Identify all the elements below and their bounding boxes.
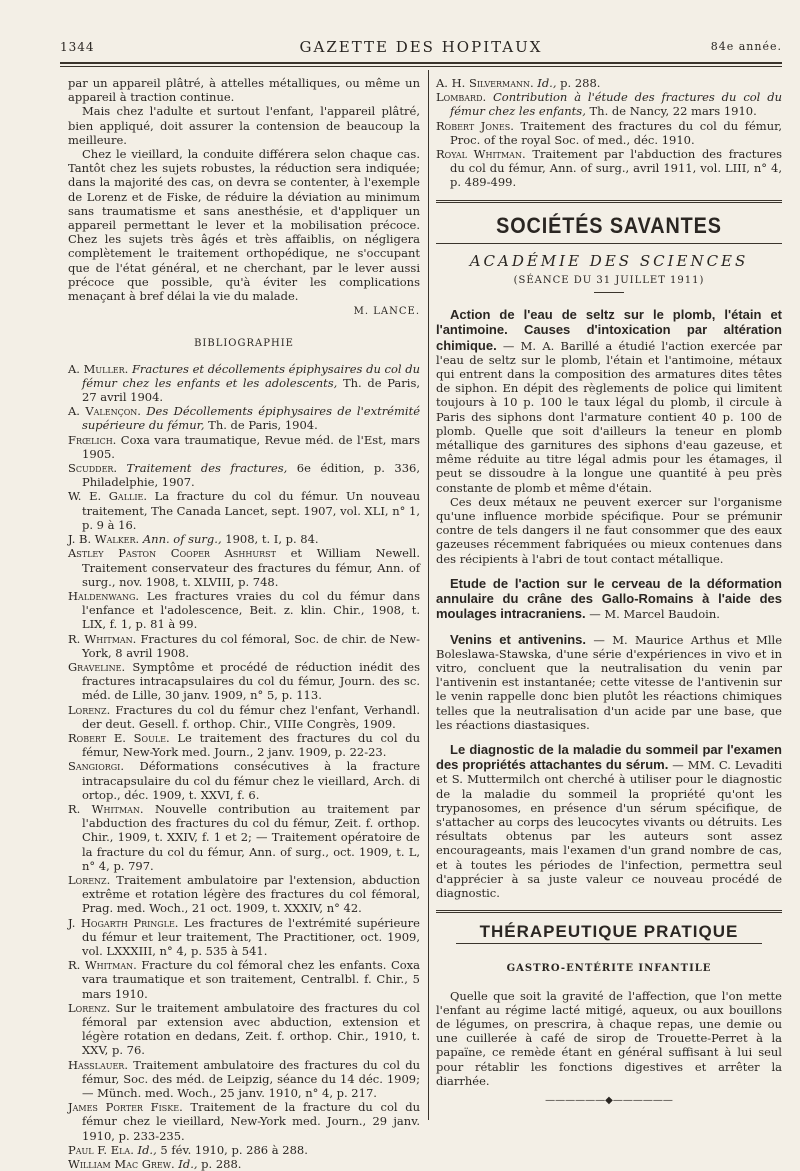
reference-details: Sur le traitement ambulatoire des fractures du col fémoral par extension avec abduction, extension et légère rotation en dedans, Zeit. f. orthop. Chir., 1910, t. XXV, p. 76. (82, 1000, 420, 1058)
communication-text: — M. A. Barillé a étudié l'action exercée par l'eau de seltz sur le plomb, l'étain et l'antimoine, métaux qui entrent dans la composition des armatures dites têtes de siphon. En dépit des règlements de police qui limitent toujours à 10 p. 100 le taux légal du plomb, il circule à Paris des siphons dont l'armature contient 40 p. 100 de plomb. Quelle que soit d'ailleurs la teneur en plomb métallique des garnitures des siphons d'eau gazeuse, et même réduite au titre légal admis pour les étamages, il peut se dissoudre à la longue une quantité à peu près constante de plomb et même d'étain. (436, 338, 782, 495)
reference-details: Fractures du col du fémur chez l'enfant, Verhandl. der deut. Gesell. f. orthop. Chir., VIIIe Congrès, 1909. (82, 702, 420, 731)
communication-title: Le diagnostic de la maladie du sommeil par l'examen des propriétés attachantes du sérum. (436, 741, 782, 773)
section-rule (436, 910, 782, 913)
reference-author: Robert Jones. (436, 118, 514, 133)
short-rule (594, 292, 624, 293)
communication (436, 632, 782, 732)
paragraph: Mais chez l'adulte et surtout l'enfant, l'appareil plâtré, bien appliqué, doit assurer la contension de beaucoup la meilleure. (68, 104, 420, 147)
reference-title: Ann. of surg., (139, 532, 222, 547)
section-rule-thin (436, 243, 782, 244)
page-header (60, 38, 782, 58)
ornament-divider: ——————◆—————— (545, 1094, 673, 1106)
reference-title: Traitement des fractures, (117, 461, 288, 476)
bibliography-entry (68, 703, 420, 731)
reference-details: Nouvelle contribution au traitement par l'abduction des fractures du col du fémur, Zeit. f. orthop. Chir., 1909, t. XXIV, f. 1 et 2; — Traitement opératoire de la fracture du col du fémur, Ann. of surg., oct. 1909, t. L, n° 4, p. 797. (82, 801, 420, 873)
communication (436, 307, 782, 566)
reference-details: 6e édition, p. 336, Philadelphie, 1907. (82, 461, 421, 490)
reference-author: A. H. Silvermann. (436, 76, 534, 90)
column-divider (428, 70, 429, 1120)
reference-author: Robert E. Soule. (68, 730, 170, 745)
bibliography-entry (436, 147, 782, 190)
communication (436, 742, 782, 900)
academy-heading: ACADÉMIE DES SCIENCES (469, 251, 749, 270)
bibliography-entry (68, 433, 420, 461)
reference-details: Les fractures vraies du col du fémur dans l'enfance et l'adolescence, Beit. z. klin. Chir., 1908, t. LIX, f. 1, p. 81 à 99. (82, 588, 420, 632)
reference-author: J. Hogarth Pringle. (68, 915, 179, 930)
gastro-heading: GASTRO-ENTÉRITE INFANTILE (506, 963, 712, 975)
reference-author: R. Whitman. (68, 631, 137, 646)
paragraph: Chez le vieillard, la conduite différera selon chaque cas. Tantôt chez les sujets robustes, la réduction sera indiquée; dans la majorité des cas, on devra se contenter, à l'exemple de Lorenz et de Fiske, de réduire la déviation au minimum sans traumatisme et sans anesthésie, et d'appliquer un appareil permettant le lever et la mobilisation précoce. Chez les sujets très âgés et très affaiblis, on négligera complètement le traitement orthopédique, ne s'occupant que de l'état général, et ne cherchant, par le lever aussi précoce que possible, qu'à éviter les complications menaçant à bref délai la vie du malade. (68, 147, 420, 304)
reference-details: Fractures du col fémoral, Soc. de chir. de New-York, 8 avril 1908. (82, 631, 420, 660)
bibliography-entry (68, 1001, 420, 1058)
bibliography-entry (68, 632, 420, 660)
bibliography-entry (68, 1100, 420, 1143)
reference-details: et William Newell. Traitement conservateur des fractures du fémur, Ann. of surg., nov. 1908, t. XLVIII, p. 748. (82, 546, 420, 589)
reference-author: Lorenz. (68, 1000, 111, 1015)
reference-author: R. Whitman. (68, 801, 144, 816)
bibliography-entry (68, 1143, 420, 1157)
communication-text: — M. Marcel Baudoin. (585, 607, 720, 622)
bibliography-entry (68, 546, 420, 589)
communication-text: — M. Maurice Arthus et Mlle Boleslawa-Stawska, d'une série d'expériences in vivo et in vitro, concluent que la neutralisation du venin par l'antivenin est instantanée; cette vitesse de l'antivenin sur le venin rappelle donc bien plutôt les réactions chimiques telles que la neutralisation d'un acide par une base, que les réactions diastasiques. (436, 632, 782, 732)
reference-details: Th. de Paris, 27 avril 1904. (82, 375, 420, 405)
reference-author: A. Muller. (68, 361, 129, 376)
reference-title: Id., (133, 1142, 157, 1157)
bibliography-entry (68, 958, 420, 1001)
reference-details: La fracture du col du fémur. Un nouveau traitement, The Canada Lancet, sept. 1907, vol. XLI, n° 1, p. 9 à 16. (82, 489, 420, 532)
therapeutique-rule (456, 943, 762, 944)
therapeutique-title: THÉRAPEUTIQUE PRATIQUE (479, 922, 739, 942)
reference-author: J. B. Walker. (68, 532, 140, 547)
bibliography-entry (68, 589, 420, 632)
reference-details: p. 288. (197, 1157, 242, 1171)
page-number: 1344 (60, 40, 95, 54)
bibliography-entry (68, 873, 420, 916)
reference-author: Royal Whitman. (436, 147, 526, 162)
reference-title: Contribution à l'étude des fractures du col du fémur chez les enfants, (450, 90, 782, 119)
reference-details: Th. de Nancy, 22 mars 1910. (585, 104, 757, 119)
bibliography-entry (436, 119, 782, 147)
reference-author: A. Valençon. (68, 404, 141, 419)
paragraph: par un appareil plâtré, à attelles métalliques, ou même un appareil à traction continue. (68, 76, 420, 105)
reference-title: Fractures et décollements épiphysaires du col du fémur chez les enfants et les adolescents, (82, 361, 420, 390)
reference-author: Sangiorgi. (68, 759, 124, 774)
reference-details: 1908, t. I, p. 84. (221, 532, 319, 547)
bibliography-entry (68, 489, 420, 532)
bibliography-entry (68, 759, 420, 802)
communication-text: Ces deux métaux ne peuvent exercer sur l'organisme qu'une influence morbide spécifique. Pour se prémunir contre de tels dangers il ne faut consommer que des eaux gazeuses récemment fabriquées ou mieux contenues dans des récipients à l'abri de tout contact métallique. (436, 494, 782, 566)
reference-details: p. 288. (556, 76, 601, 90)
journal-year: 84e année. (710, 40, 782, 53)
reference-author: Hasslauer. (68, 1057, 128, 1072)
bibliography-entry (436, 90, 782, 118)
reference-details: Traitement de la fracture du col du fémur chez le vieillard, New-York med. Journ., 29 janv. 1910, p. 233-235. (82, 1100, 420, 1143)
gastro-text: Quelle que soit la gravité de l'affection, que l'on mette l'enfant au régime lacté mitigé, aqueux, ou aux bouillons de légumes, on prescrira, à chaque repas, une demie ou une cuillerée à café de sirop de Trouette-Perret à la papaïne, ce remède étant en général suffisant à lui seul pour rétablir les fonctions digestives et arrêter la diarrhée. (436, 988, 782, 1088)
bibliography-entry (68, 660, 420, 703)
reference-title: Id., (533, 76, 557, 90)
bibliography-list-continued (436, 76, 782, 190)
communication-title: Venins et antivenins. (450, 631, 586, 647)
reference-details: Symptôme et procédé de réduction inédit des fractures intracapsulaires du col du fémur, Journ. des sc. méd. de Lille, 30 janv. 1909, n° 5, p. 113. (82, 659, 420, 703)
bibliography-entry (68, 802, 420, 873)
reference-details: Le traitement des fractures du col du fémur, New-York med. Journ., 2 janv. 1909, p. 22-23. (82, 730, 420, 760)
header-rule (60, 62, 782, 64)
communication-text: — MM. C. Levaditi et S. Muttermilch ont cherché à utiliser pour le diagnostic de la maladie du sommeil la propriété qu'ont les trypanosomes, en présence d'un sérum spécifique, de s'attacher au corps des leucocytes vivants ou détruits. Les résultats obtenus par les auteurs sont assez encourageants, mais l'examen d'un grand nombre de cas, et à toutes les périodes de l'infection, permettra seul d'apprécier à sa juste valeur ce nouveau procédé de diagnostic. (436, 758, 782, 900)
bibliography-entry (68, 404, 420, 432)
reference-details: Fracture du col fémoral chez les enfants. Coxa vara traumatique et son traitement, Centralbl. f. Chir., 5 mars 1910. (82, 958, 421, 1001)
bibliography-entry (68, 1058, 420, 1101)
communication-title: Action de l'eau de seltz sur le plomb, l'étain et l'antimoine. Causes d'intoxication par altération chimique. (436, 307, 782, 353)
reference-details: Traitement des fractures du col du fémur, Proc. of the royal Soc. of med., déc. 1910. (450, 118, 782, 147)
reference-author: Paul F. Ela. (68, 1142, 134, 1157)
reference-author: W. E. Gallie. (68, 489, 147, 504)
reference-details: Th. de Paris, 1904. (204, 418, 318, 433)
reference-details: Déformations consécutives à la fracture intracapsulaire du col du fémur chez le vieillard, Arch. di ortop., déc. 1909, t. XXVI, f. 6. (82, 759, 420, 802)
reference-author: William Mac Grew. (68, 1157, 175, 1171)
bibliography-entry (68, 916, 420, 959)
reference-author: Scudder. (68, 461, 118, 476)
reference-author: James Porter Fiske. (68, 1100, 183, 1115)
reference-author: Frœlich. (68, 432, 117, 447)
reference-details: Traitement par l'abduction des fractures du col du fémur, Ann. of surg., avril 1911, vol. LIII, n° 4, p. 489-499. (450, 147, 783, 190)
reference-details: Traitement ambulatoire des fractures du col du fémur, Soc. des méd. de Leipzig, séance du 14 déc. 1909; — Münch. med. Woch., 25 janv. 1910, n° 4, p. 217. (82, 1057, 420, 1101)
header-rule-thin (60, 66, 782, 67)
bibliography-entry (68, 532, 420, 546)
bibliography-list (68, 362, 420, 1171)
reference-title: Des Décollements épiphysaires de l'extrémité supérieure du fémur, (82, 404, 421, 433)
reference-author: R. Whitman. (68, 958, 137, 973)
bibliography-entry (68, 362, 420, 405)
bibliography-entry (68, 461, 420, 489)
journal-title: GAZETTE DES HOPITAUX (299, 38, 543, 56)
reference-title: Id., (174, 1157, 198, 1171)
reference-details: 5 fév. 1910, p. 286 à 288. (156, 1142, 308, 1157)
reference-author: Haldenwang. (68, 588, 140, 603)
left-column (68, 76, 420, 1171)
bibliography-title: BIBLIOGRAPHIE (194, 338, 294, 350)
communication (436, 576, 782, 622)
bibliography-entry (68, 1157, 420, 1171)
author-signature: M. LANCE. (353, 306, 420, 318)
reference-author: Astley Paston Cooper Ashhurst (68, 546, 276, 561)
reference-details: Coxa vara traumatique, Revue méd. de l'Est, mars 1905. (82, 432, 420, 461)
reference-details: Traitement ambulatoire par l'extension, abduction extrême et rotation légère des fractures du col fémoral, Prag. med. Woch., 21 oct. 1909, t. XXXIV, n° 42. (82, 872, 420, 916)
bibliography-entry (436, 76, 782, 90)
reference-details: Les fractures de l'extrémité supérieure du fémur et leur traitement, The Practitioner, oct. 1909, vol. LXXXIII, n° 4, p. 535 à 541. (82, 915, 420, 958)
communication-title: Etude de l'action sur le cerveau de la déformation annulaire du crâne des Gallo-Romains à l'aide des moulages intracraniens. (436, 575, 782, 622)
section-rule (436, 200, 782, 203)
right-column (436, 76, 782, 1108)
reference-author: Lorenz. (68, 702, 111, 717)
reference-author: Graveline. (68, 659, 126, 674)
reference-author: Lorenz. (68, 872, 111, 887)
session-date: (SÉANCE DU 31 JUILLET 1911) (513, 275, 705, 287)
bibliography-entry (68, 731, 420, 759)
reference-author: Lombard. (436, 90, 487, 105)
section-title: SOCIÉTÉS SAVANTES (496, 212, 722, 238)
